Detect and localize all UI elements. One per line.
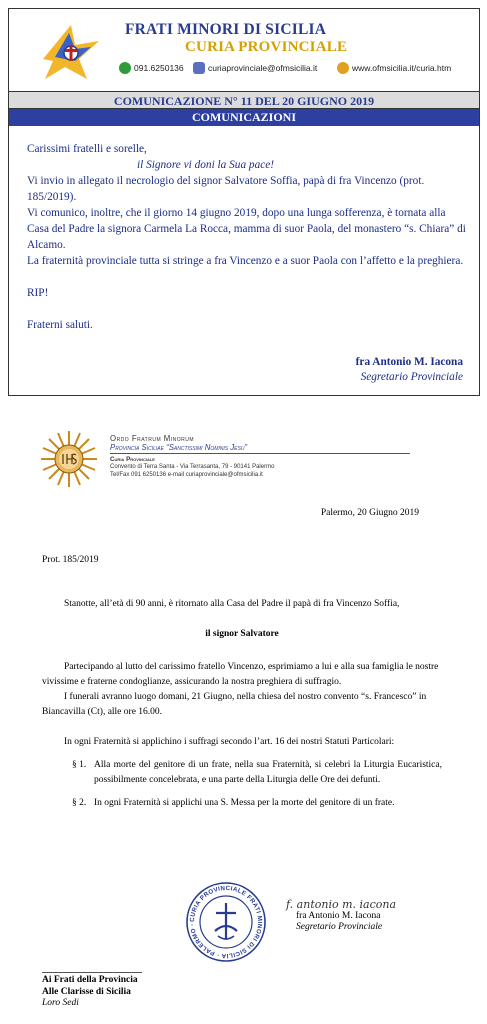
motto: il Signore vi doni la Sua pace!: [137, 159, 275, 171]
article-item: [72, 758, 442, 788]
org-subtitle: CURIA PROVINCIALE: [185, 39, 348, 55]
email-icon: [193, 62, 205, 74]
addressee-block: [42, 972, 142, 1010]
globe-icon: [337, 62, 349, 74]
website-link[interactable]: www.ofmsicilia.it/curia.htm: [352, 63, 452, 73]
intro-paragraph: Stanotte, all’età di 90 anni, è ritornato alla Casa del Padre il papà di fra Vincenzo Soffia,: [64, 599, 400, 609]
email-contact: [193, 62, 317, 74]
rip: RIP!: [27, 287, 49, 299]
article-text: Alla morte del genitore di un frate, nella sua Fraternità, si celebri la Liturgia Eucaristica, possibilmente concelebrata, e una parte della Liturgia delle Ore dei defunti.: [94, 760, 442, 785]
article-number: § 2.: [72, 798, 87, 808]
order-name: Ordo Fratrum Minorum: [110, 434, 195, 443]
divider: [42, 972, 142, 973]
franciscan-logo-icon: [35, 19, 107, 83]
letter-page: [0, 408, 487, 1024]
curia-name: Curia Provinciale: [110, 456, 155, 463]
signer-name: fra Antonio M. Iacona: [355, 356, 463, 368]
letterhead: [110, 434, 440, 479]
ihs-emblem-icon: [40, 430, 98, 488]
official-seal-icon: [185, 881, 267, 963]
letter-body: [42, 597, 442, 811]
newsletter-page: [8, 8, 480, 396]
addressee-friars: Ai Frati della Provincia: [42, 975, 138, 985]
closing: Fraterni saluti.: [27, 319, 93, 331]
article-text: In ogni Fraternità si applichi una S. Messa per la morte del genitore di un frate.: [94, 798, 395, 808]
paragraph-announcement: Vi comunico, inoltre, che il giorno 14 giugno 2019, dopo una lunga sofferenza, è tornata alla Casa del Padre la signora Carmela La Rocca, mamma di suor Paola, del monastero “s. Chiara” di Alcamo.: [27, 207, 466, 251]
addressee-poor-clares: Alle Clarisse di Sicilia: [42, 986, 131, 997]
letter-date: Palermo, 20 Giugno 2019: [320, 508, 419, 518]
protocol-number: Prot. 185/2019: [42, 555, 99, 565]
funeral-paragraph: I funerali avranno luogo domani, 21 Giugno, nella chiesa del nostro convento “s. Francesco” in Biancavilla (Ct), alle ore 16.00.: [42, 692, 427, 717]
signer-name: fra Antonio M. Iacona: [296, 911, 381, 921]
website-contact: [337, 62, 451, 74]
newsletter-body: [27, 141, 467, 333]
phone-icon: [119, 62, 131, 74]
condolences-paragraph: Partecipando al lutto del carissimo fratello Vincenzo, esprimiamo a lui e alla sua famiglia le nostre vivissime e fraterne condoglianze, assicurando la nostra preghiera di suffragio.: [42, 662, 439, 687]
newsletter-header: [9, 9, 479, 91]
signer-role: Segretario Provinciale: [360, 371, 463, 383]
bulletin-title: COMUNICAZIONE N° 11 DEL 20 GIUGNO 2019: [9, 91, 479, 109]
article-item: [72, 796, 442, 811]
suffrage-intro: In ogni Fraternità si applichino i suffragi secondo l’art. 16 dei nostri Statuti Particolari:: [64, 737, 395, 747]
phone-contact: [119, 62, 184, 74]
letter-signature: [268, 898, 396, 933]
salutation: Carissimi fratelli e sorelle,: [27, 143, 147, 155]
tel-email: Tel/Fax 091 6250136 e-mail curiaprovinciale@ofmsicilia.it: [110, 472, 263, 478]
article-number: § 1.: [72, 760, 87, 770]
address: Convento di Terra Santa - Via Terrasanta, 79 - 90141 Palermo: [110, 464, 275, 470]
section-title: COMUNICAZIONI: [9, 109, 479, 126]
seal-text: CURIA PROVINCIALE FRATI MINORI DI SICILIA · PALERMO ·: [188, 884, 264, 960]
email-address[interactable]: curiaprovinciale@ofmsicilia.it: [208, 63, 318, 73]
org-name: FRATI MINORI DI SICILIA: [125, 21, 327, 38]
addressee-seats: Loro Sedi: [42, 998, 79, 1008]
phone-number: 091.6250136: [134, 63, 184, 73]
paragraph-necrology: Vi invio in allegato il necrologio del signor Salvatore Soffia, papà di fra Vincenzo (prot. 185/2019).: [27, 175, 425, 203]
newsletter-signature: [356, 355, 463, 385]
deceased-name: il signor Salvatore: [205, 629, 279, 639]
handwritten-signature: f. antonio m. iacona: [286, 898, 397, 911]
paragraph-fraternity: La fraternità provinciale tutta si stringe a fra Vincenzo e a suor Paola con l’affetto e la preghiera.: [27, 255, 464, 267]
signer-role: Segretario Provinciale: [296, 922, 383, 932]
province-name: Provincia Siciliae “Sanctissimi Nominis Jesu”: [110, 443, 410, 454]
